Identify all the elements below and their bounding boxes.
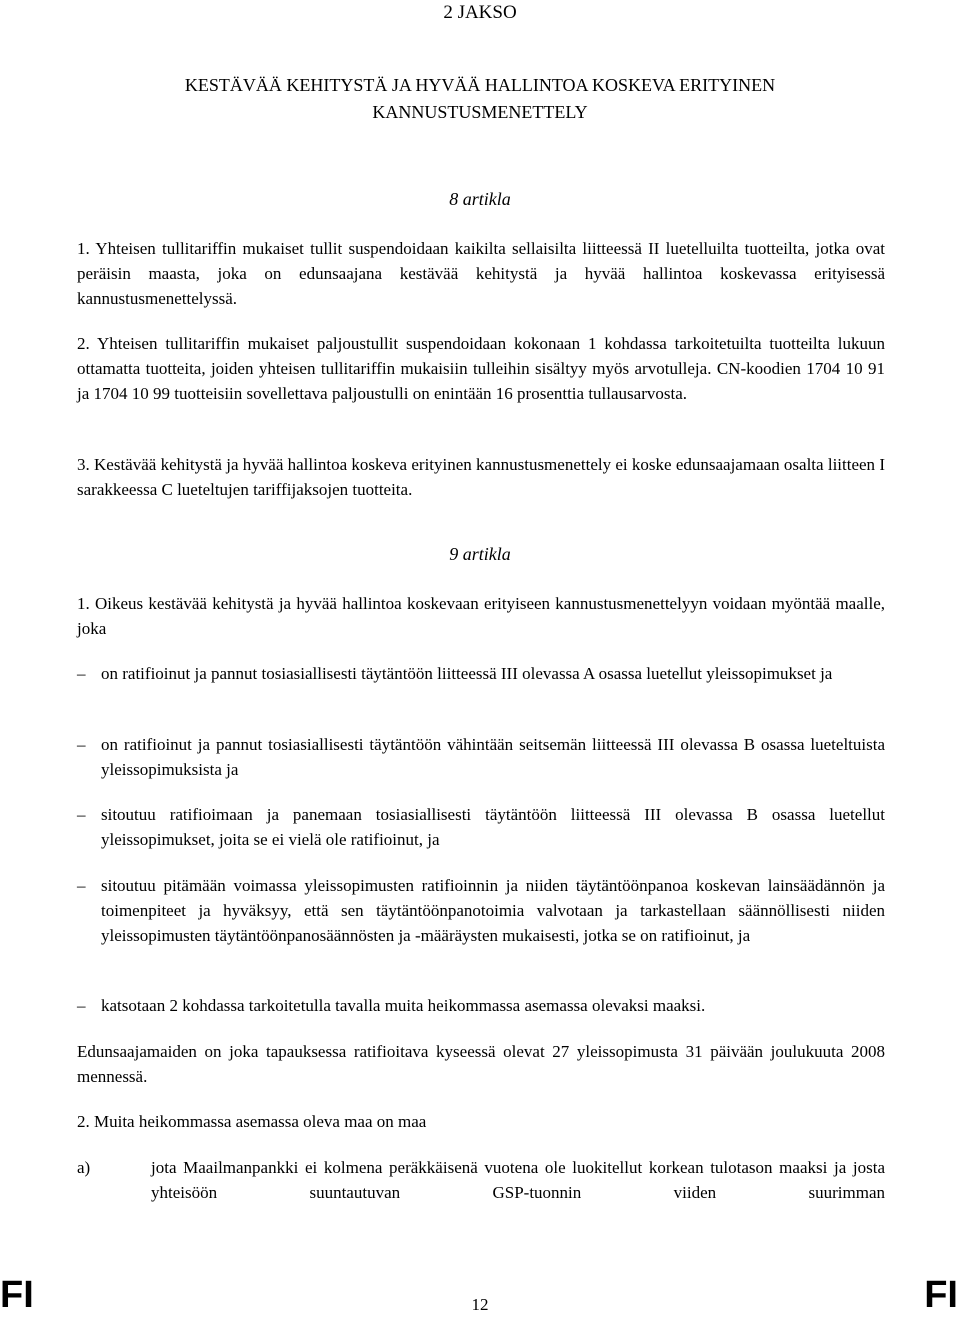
dash-bullet: – <box>77 996 86 1015</box>
article-8-paragraph-2: 2. Yhteisen tullitariffin mukaiset paljoustullit suspendoidaan kokonaan 1 kohdassa tarkoitetuilta tuotteilta lukuun ottamatta tuotteita, joiden yhteisen tullitariffin mukaisiin tulleihin sisältyy myös arvotulleja. CN-koodien 1704 10 91 ja 1704 10 99 tuotteisiin sovellettava paljoustulli on enintään 16 prosenttia tullausarvosta. <box>77 334 885 403</box>
dash-bullet: – <box>77 876 86 895</box>
list-item-text: katsotaan 2 kohdassa tarkoitetulla tavalla muita heikommassa asemassa olevaksi maaksi. <box>101 996 706 1015</box>
dash-bullet: – <box>77 805 86 824</box>
page-number: 12 <box>471 1295 489 1314</box>
dash-bullet: – <box>77 664 86 683</box>
article-8-paragraph-1: 1. Yhteisen tullitariffin mukaiset tullit suspendoidaan kaikilta sellaisilta liitteessä II luetelluilta tuotteilta, jotka ovat peräisin maasta, joka on edunsaajana kestävää kehitystä ja hyvää hallintoa koskevassa erityisessä kannustusmenettelyssä. <box>77 239 885 308</box>
article-9-paragraph-1: 1. Oikeus kestävää kehitystä ja hyvää hallintoa koskevaan erityiseen kannustusmenettelyyn voidaan myöntää maalle, joka <box>77 594 885 638</box>
list-item-text: jota Maailmanpankki ei kolmena peräkkäisenä vuotena ole luokitellut korkean tulotason maaksi ja josta yhteisöön suuntautuvan GSP-tuonnin viiden suurimman <box>151 1158 885 1202</box>
list-item-text: sitoutuu ratifioimaan ja panemaan tosiasiallisesti täytäntöön liitteessä III olevassa B osassa luetellut yleissopimukset, joita se ei vielä ole ratifioinut, ja <box>101 805 885 849</box>
footer-language-code-right: FI <box>924 1274 958 1316</box>
article-9-paragraph-2: 2. Muita heikommassa asemassa oleva maa on maa <box>77 1112 427 1131</box>
article-8-heading: 8 artikla <box>449 189 511 209</box>
section-title <box>0 72 960 126</box>
article-8-paragraph-3: 3. Kestävää kehitystä ja hyvää hallintoa koskeva erityinen kannustusmenettely ei koske edunsaajamaan osalta liitteen I sarakkeessa C lueteltujen tariffijaksojen tuotteita. <box>77 455 885 499</box>
list-item-label: a) <box>77 1158 91 1177</box>
article-9-paragraph-after-list: Edunsaajamaiden on joka tapauksessa ratifioitava kyseessä olevat 27 yleissopimusta 31 päivään joulukuuta 2008 mennessä. <box>77 1042 885 1086</box>
list-item-text: sitoutuu pitämään voimassa yleissopimusten ratifioinnin ja niiden täytäntöönpanoa koskevan lainsäädännön ja toimenpiteet ja hyväksyy, että sen täytäntöönpanotoimia valvotaan ja tarkastellaan säännöllisesti niiden yleissopimusten täytäntöönpanosäännösten ja -määräysten mukaisesti, jotka se on ratifioinut, ja <box>101 876 885 945</box>
section-title-line-1: KESTÄVÄÄ KEHITYSTÄ JA HYVÄÄ HALLINTOA KOSKEVA ERITYINEN <box>184 75 776 95</box>
chapter-heading: 2 JAKSO <box>443 2 517 23</box>
article-9-heading: 9 artikla <box>449 544 511 564</box>
list-item-text: on ratifioinut ja pannut tosiasiallisesti täytäntöön liitteessä III olevassa A osassa luetellut yleissopimukset ja <box>101 664 833 683</box>
footer-language-code-left: FI <box>0 1274 34 1316</box>
section-title-line-2: KANNUSTUSMENETTELY <box>372 102 588 122</box>
list-item-text: on ratifioinut ja pannut tosiasiallisesti täytäntöön vähintään seitsemän liitteessä III olevassa B osassa lueteltuista yleissopimuksista ja <box>101 735 885 779</box>
dash-bullet: – <box>77 735 86 754</box>
